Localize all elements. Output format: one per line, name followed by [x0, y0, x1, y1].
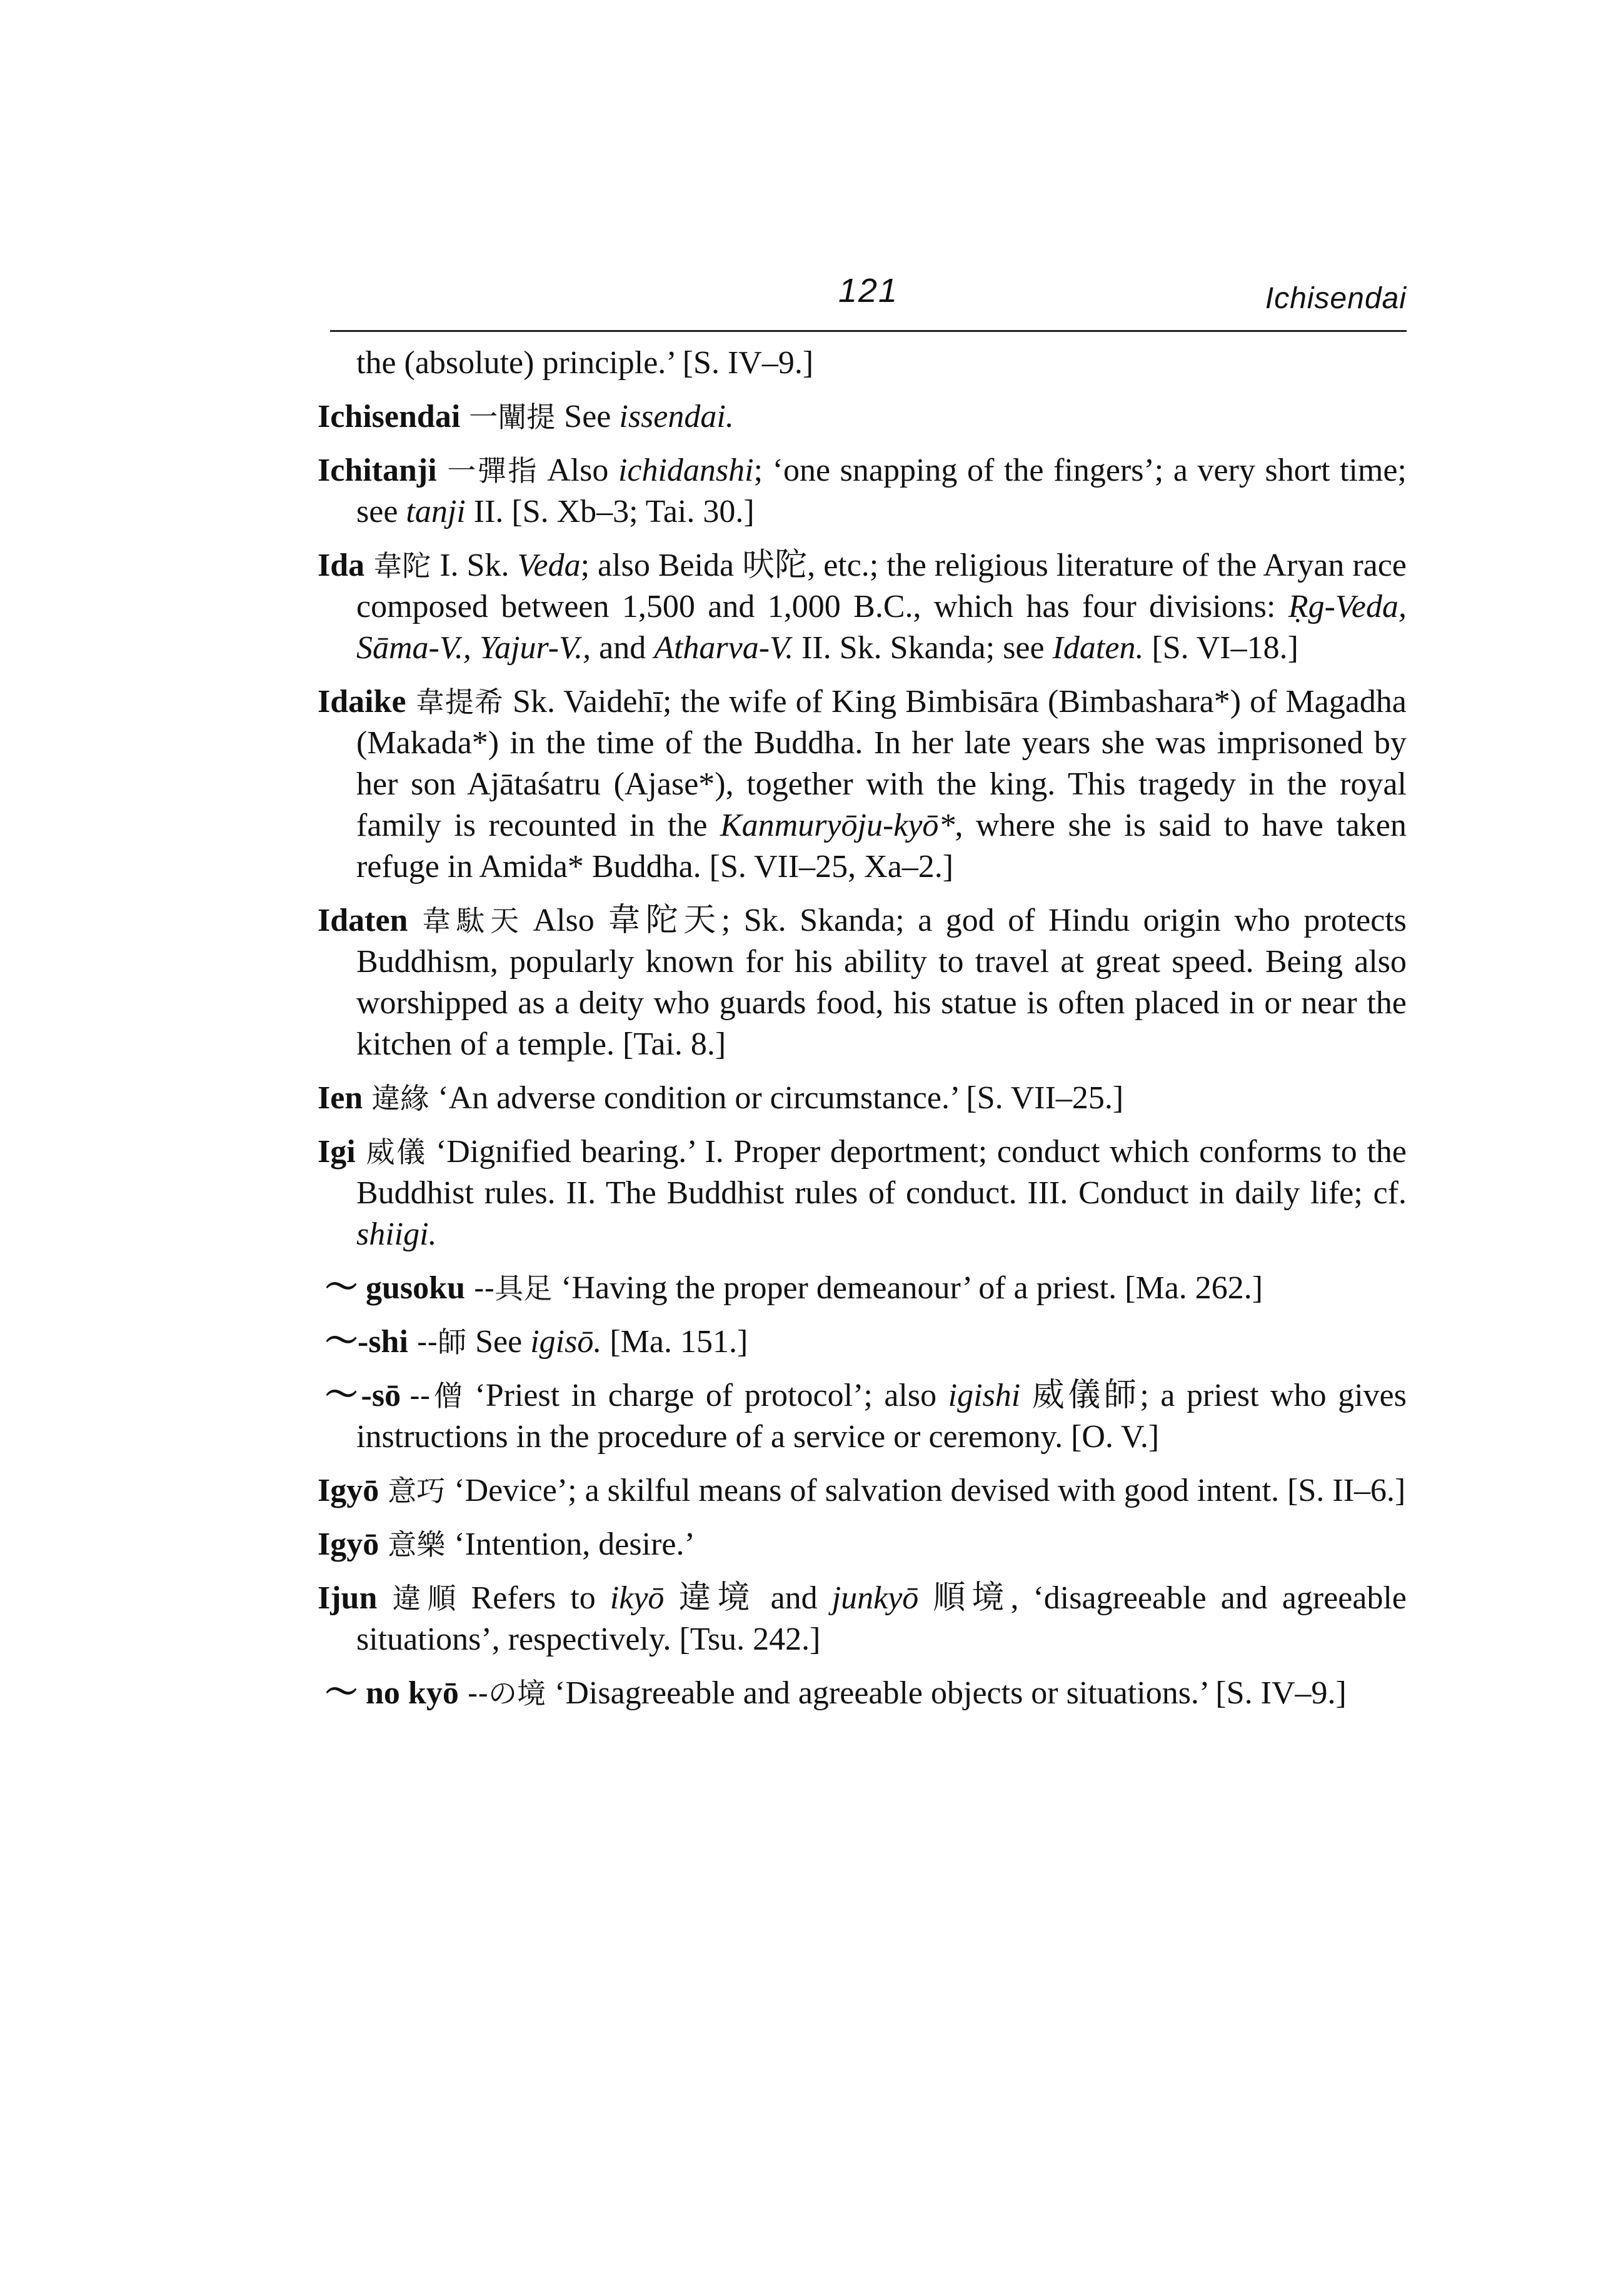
entries-list	[318, 343, 1407, 1727]
entry-igi-shi	[318, 1321, 1407, 1363]
kanji: --師	[416, 1325, 467, 1359]
headword: Igyō	[318, 1473, 379, 1508]
entry-italic: issendai.	[619, 399, 734, 434]
entry-text: ‘Intention, desire.’	[454, 1526, 695, 1562]
entry-ien	[318, 1078, 1407, 1119]
headword: Idaten	[318, 903, 408, 938]
entry-text: [Ma. 151.]	[601, 1324, 748, 1360]
entry-text: ‘Device’; a skilful means of salvation devised with good intent. [S. II–6.]	[454, 1473, 1406, 1508]
entry-ichitanji	[318, 450, 1407, 533]
kanji: 韋陀	[373, 549, 431, 583]
page-number: 121	[838, 272, 899, 309]
entry-igi-gusoku	[318, 1268, 1407, 1309]
kanji: 一彈指	[445, 454, 539, 488]
headword: Igyō	[318, 1526, 379, 1562]
headword: 〜 gusoku	[325, 1270, 465, 1306]
entry-text: ‘Priest in charge of protocol’; also	[474, 1378, 948, 1413]
entry-text: and	[591, 630, 655, 666]
entry-text: II. Sk. Skanda; see	[793, 630, 1053, 666]
headword: Ijun	[318, 1580, 378, 1616]
entry-text: Sk. Vaidehī; the wife of King Bimbisāra (Bimbashara*) of Magadha (Makada*) in the time of the Buddha. In her late years she was imprisoned by her son Ajātaśatru (Ajase*), together with the king. This tragedy in the royal family is recounted in the	[356, 684, 1407, 843]
entry-italic: Idaten.	[1052, 630, 1144, 666]
entry-text: Also	[547, 453, 618, 488]
headword: Idaike	[318, 684, 406, 719]
entry-igyo-device	[318, 1470, 1407, 1511]
kanji: 韋駄天	[416, 904, 524, 938]
entry-igyo-intention	[318, 1524, 1407, 1565]
entry-italic: Atharva-V.	[654, 630, 794, 666]
headword: Ien	[318, 1080, 363, 1116]
entry-text: I. Sk.	[439, 548, 518, 583]
entry-italic: Ṛg-Veda, Sāma-V., Yajur-V.,	[356, 589, 1407, 666]
entry-ijun-no-kyo	[318, 1673, 1407, 1714]
headword: 〜-sō	[325, 1378, 401, 1413]
entry-text: ‘Having the proper demeanour’ of a priest. [Ma. 262.]	[561, 1270, 1263, 1306]
entry-text: 順境, ‘disagreeable and agreeable situations’, respectively. [Tsu. 242.]	[356, 1580, 1407, 1657]
entry-italic: ichidanshi	[618, 453, 754, 488]
kanji: 意巧	[388, 1474, 446, 1508]
entry-italic: igishi	[948, 1378, 1021, 1413]
entry-text: II. [S. Xb–3; Tai. 30.]	[465, 494, 755, 529]
headword: 〜 no kyō	[325, 1675, 459, 1711]
entry-text: ; also Beida 吠陀, etc.; the religious literature of the Aryan race composed between 1,500 and 1,000 B.C., which has four divisions:	[356, 548, 1407, 624]
running-head: Ichisendai	[1265, 282, 1407, 315]
entry-text: 違境 and	[664, 1580, 832, 1616]
entry-idaten	[318, 900, 1407, 1065]
entry-continuation	[318, 343, 1407, 384]
entry-italic: shiigi.	[356, 1216, 437, 1252]
kanji: --僧	[409, 1379, 466, 1413]
headword: 〜-shi	[325, 1324, 408, 1360]
entry-idaike	[318, 681, 1407, 888]
entry-text: ‘Dignified bearing.’ I. Proper deportment; conduct which conforms to the Buddhist rules. II. The Buddhist rules of conduct. III. Conduct in daily life; cf.	[356, 1134, 1407, 1211]
entry-text: See	[475, 1324, 531, 1360]
entry-text: ‘Disagreeable and agreeable objects or situations.’ [S. IV–9.]	[555, 1675, 1347, 1711]
kanji: 一闡提	[469, 400, 556, 434]
entry-igi-so	[318, 1375, 1407, 1458]
entry-text: ‘An adverse condition or circumstance.’ [S. VII–25.]	[438, 1080, 1124, 1116]
entry-igi	[318, 1131, 1407, 1255]
entry-italic: ikyō	[610, 1580, 665, 1616]
entry-text: See	[564, 399, 620, 434]
entry-text: 威儀師; a priest who gives instructions in the procedure of a service or ceremony. [O. V.]	[356, 1378, 1407, 1455]
entry-text: the (absolute) principle.’ [S. IV–9.]	[356, 345, 814, 381]
kanji: 威儀	[364, 1135, 427, 1169]
kanji: 違緣	[371, 1081, 429, 1115]
entry-ijun	[318, 1578, 1407, 1660]
entry-ida	[318, 545, 1407, 669]
entry-italic: tanji	[406, 494, 466, 529]
entry-text: Refers to	[471, 1580, 610, 1616]
entry-italic: Kanmuryōju-kyō*	[720, 808, 955, 843]
kanji: 韋提希	[414, 685, 504, 719]
kanji: 意樂	[388, 1528, 446, 1562]
entry-italic: Veda	[517, 548, 581, 583]
headword: Igi	[318, 1134, 356, 1170]
headword: Ichitanji	[318, 453, 437, 488]
entry-text: Also 韋陀天; Sk. Skanda; a god of Hindu origin who protects Buddhism, popularly known for his ability to travel at great speed. Being also worshipped as a deity who guards food, his statue is often placed in or near the kitchen of a temple. [Tai. 8.]	[356, 903, 1407, 1062]
entry-italic: junkyō	[831, 1580, 919, 1616]
page-header	[330, 268, 1407, 332]
entry-text: ; ‘one snapping of the fingers’; a very short time; see	[356, 453, 1407, 529]
kanji: --の境	[467, 1677, 546, 1710]
kanji: 違順	[386, 1582, 463, 1615]
entry-text: [S. VI–18.]	[1143, 630, 1298, 666]
entry-text: , where she is said to have taken refuge in Amida* Buddha. [S. VII–25, Xa–2.]	[356, 808, 1407, 885]
headword: Ida	[318, 548, 365, 583]
kanji: --具足	[474, 1271, 553, 1305]
entry-ichisendai	[318, 396, 1407, 438]
headword: Ichisendai	[318, 399, 461, 434]
entry-italic: igisō.	[530, 1324, 602, 1360]
